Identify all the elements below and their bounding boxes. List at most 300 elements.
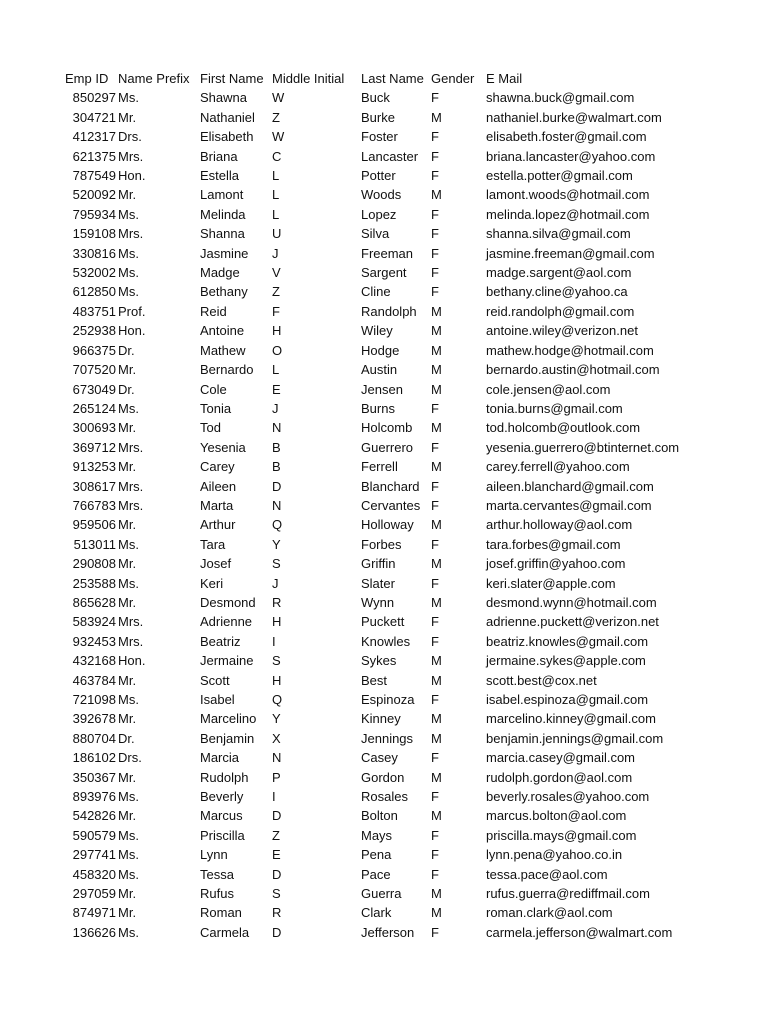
cell-middle-initial: H xyxy=(272,672,282,688)
cell-emp-id: 721098 xyxy=(72,692,116,707)
cell-email: carmela.jefferson@walmart.com xyxy=(486,924,673,940)
table-row xyxy=(0,185,768,204)
table-row xyxy=(0,263,768,282)
cell-name-prefix: Ms. xyxy=(118,400,139,416)
cell-email: scott.best@cox.net xyxy=(486,672,597,688)
cell-middle-initial: Z xyxy=(272,827,280,843)
cell-first-name: Desmond xyxy=(200,594,256,610)
cell-gender: M xyxy=(431,303,442,319)
table-row xyxy=(0,380,768,399)
cell-last-name: Randolph xyxy=(361,303,417,319)
cell-gender: F xyxy=(431,478,439,494)
cell-middle-initial: H xyxy=(272,323,282,339)
cell-middle-initial: W xyxy=(272,129,285,145)
cell-first-name: Madge xyxy=(200,265,240,281)
cell-first-name: Lamont xyxy=(200,187,244,203)
cell-name-prefix: Mr. xyxy=(118,672,137,688)
cell-last-name: Silva xyxy=(361,226,390,242)
cell-email: jasmine.freeman@gmail.com xyxy=(486,245,655,261)
table-row xyxy=(0,399,768,418)
cell-middle-initial: Z xyxy=(272,284,280,300)
cell-gender: M xyxy=(431,517,442,533)
cell-middle-initial: L xyxy=(272,206,280,222)
header-email: E Mail xyxy=(486,71,523,86)
table-row xyxy=(0,884,768,903)
cell-name-prefix: Mr. xyxy=(118,886,137,902)
cell-first-name: Tara xyxy=(200,536,226,552)
cell-gender: M xyxy=(431,342,442,358)
cell-name-prefix: Mrs. xyxy=(118,439,144,455)
cell-name-prefix: Mr. xyxy=(118,711,137,727)
cell-emp-id: 590579 xyxy=(72,827,116,843)
cell-name-prefix: Ms. xyxy=(118,827,139,843)
cell-emp-id: 542826 xyxy=(72,808,116,824)
cell-gender: M xyxy=(431,187,442,203)
cell-gender: F xyxy=(431,827,439,843)
cell-last-name: Cervantes xyxy=(361,497,421,513)
cell-gender: F xyxy=(431,245,439,261)
cell-first-name: Beatriz xyxy=(200,633,241,649)
cell-last-name: Buck xyxy=(361,90,390,106)
cell-name-prefix: Ms. xyxy=(118,206,139,222)
table-row xyxy=(0,574,768,593)
cell-email: lynn.pena@yahoo.co.in xyxy=(486,847,623,863)
cell-first-name: Roman xyxy=(200,905,242,921)
cell-middle-initial: L xyxy=(272,187,280,203)
header-first-name: First Name xyxy=(200,71,264,86)
cell-last-name: Pena xyxy=(361,847,392,863)
table-row xyxy=(0,671,768,690)
cell-middle-initial: H xyxy=(272,614,282,630)
cell-last-name: Knowles xyxy=(361,633,411,649)
cell-first-name: Bethany xyxy=(200,284,248,300)
table-row xyxy=(0,321,768,340)
cell-email: tara.forbes@gmail.com xyxy=(486,536,621,552)
cell-last-name: Wiley xyxy=(361,323,393,339)
cell-first-name: Carmela xyxy=(200,924,250,940)
cell-gender: M xyxy=(431,905,442,921)
cell-first-name: Marcelino xyxy=(200,711,257,727)
cell-emp-id: 513011 xyxy=(73,536,116,552)
cell-name-prefix: Ms. xyxy=(118,789,139,805)
cell-email: yesenia.guerrero@btinternet.com xyxy=(486,439,680,455)
employee-table xyxy=(0,69,768,942)
cell-emp-id: 412317 xyxy=(72,129,116,145)
cell-emp-id: 959506 xyxy=(72,517,116,533)
cell-gender: F xyxy=(431,789,439,805)
cell-name-prefix: Ms. xyxy=(118,924,139,940)
table-row xyxy=(0,709,768,728)
cell-first-name: Scott xyxy=(200,672,230,688)
cell-gender: F xyxy=(431,497,439,513)
cell-first-name: Josef xyxy=(200,556,232,572)
cell-email: marcus.bolton@aol.com xyxy=(486,808,627,824)
cell-email: cole.jensen@aol.com xyxy=(486,381,611,397)
cell-last-name: Ferrell xyxy=(361,459,398,475)
cell-first-name: Yesenia xyxy=(200,439,246,455)
cell-last-name: Freeman xyxy=(361,245,414,261)
cell-name-prefix: Ms. xyxy=(118,575,139,591)
cell-emp-id: 795934 xyxy=(72,206,116,222)
table-row xyxy=(0,438,768,457)
cell-first-name: Mathew xyxy=(200,342,246,358)
cell-email: nathaniel.burke@walmart.com xyxy=(486,109,662,125)
cell-name-prefix: Ms. xyxy=(118,847,139,863)
cell-emp-id: 186102 xyxy=(72,750,116,766)
cell-last-name: Austin xyxy=(361,362,398,378)
cell-emp-id: 300693 xyxy=(72,420,116,436)
table-row xyxy=(0,224,768,243)
cell-middle-initial: Q xyxy=(272,517,283,533)
cell-emp-id: 432168 xyxy=(72,653,116,669)
table-row xyxy=(0,127,768,146)
cell-emp-id: 136626 xyxy=(72,924,116,940)
cell-email: desmond.wynn@hotmail.com xyxy=(486,594,657,610)
table-row xyxy=(0,748,768,767)
table-row xyxy=(0,826,768,845)
cell-name-prefix: Drs. xyxy=(118,750,142,766)
cell-middle-initial: C xyxy=(272,148,282,164)
cell-gender: F xyxy=(431,866,439,882)
cell-email: bethany.cline@yahoo.ca xyxy=(486,284,628,300)
cell-middle-initial: Y xyxy=(272,711,281,727)
cell-gender: F xyxy=(431,284,439,300)
cell-emp-id: 865628 xyxy=(72,594,116,610)
cell-middle-initial: N xyxy=(272,497,282,513)
cell-middle-initial: N xyxy=(272,750,282,766)
cell-gender: M xyxy=(431,459,442,475)
cell-name-prefix: Mr. xyxy=(118,109,137,125)
cell-emp-id: 304721 xyxy=(72,109,116,125)
cell-emp-id: 520092 xyxy=(72,187,116,203)
cell-name-prefix: Hon. xyxy=(118,168,146,184)
cell-first-name: Tonia xyxy=(200,400,232,416)
table-row xyxy=(0,865,768,884)
cell-first-name: Marcus xyxy=(200,808,243,824)
table-row xyxy=(0,244,768,263)
table-row xyxy=(0,768,768,787)
table-row xyxy=(0,88,768,107)
cell-last-name: Pace xyxy=(361,866,391,882)
cell-last-name: Bolton xyxy=(361,808,398,824)
cell-first-name: Antoine xyxy=(200,323,245,339)
header-gender: Gender xyxy=(431,71,475,86)
cell-name-prefix: Mrs. xyxy=(118,226,144,242)
cell-name-prefix: Prof. xyxy=(118,303,146,319)
cell-middle-initial: D xyxy=(272,924,282,940)
cell-middle-initial: J xyxy=(272,400,279,416)
cell-email: beverly.rosales@yahoo.com xyxy=(486,789,650,805)
cell-email: rufus.guerra@rediffmail.com xyxy=(486,886,650,902)
cell-first-name: Isabel xyxy=(200,692,235,707)
cell-gender: M xyxy=(431,808,442,824)
header-emp-id: Emp ID xyxy=(65,71,109,86)
cell-name-prefix: Ms. xyxy=(118,866,139,882)
cell-middle-initial: F xyxy=(272,303,280,319)
cell-middle-initial: Y xyxy=(272,536,281,552)
cell-last-name: Kinney xyxy=(361,711,401,727)
cell-first-name: Jermaine xyxy=(200,653,254,669)
cell-name-prefix: Mrs. xyxy=(118,148,144,164)
cell-last-name: Jennings xyxy=(361,730,414,746)
table-row xyxy=(0,612,768,631)
table-row xyxy=(0,282,768,301)
cell-gender: M xyxy=(431,109,442,125)
cell-email: carey.ferrell@yahoo.com xyxy=(486,459,630,475)
cell-email: elisabeth.foster@gmail.com xyxy=(486,129,647,145)
table-row xyxy=(0,457,768,476)
cell-gender: F xyxy=(431,633,439,649)
cell-last-name: Guerrero xyxy=(361,439,414,455)
cell-emp-id: 252938 xyxy=(72,323,116,339)
cell-gender: M xyxy=(431,556,442,572)
cell-middle-initial: U xyxy=(272,226,282,242)
cell-last-name: Sargent xyxy=(361,265,407,281)
table-row xyxy=(0,690,768,709)
cell-gender: F xyxy=(431,575,439,591)
cell-gender: F xyxy=(431,265,439,281)
cell-last-name: Rosales xyxy=(361,789,408,805)
cell-last-name: Wynn xyxy=(361,594,395,610)
cell-first-name: Lynn xyxy=(200,847,228,863)
cell-gender: M xyxy=(431,730,442,746)
cell-name-prefix: Mrs. xyxy=(118,478,144,494)
cell-name-prefix: Drs. xyxy=(118,129,142,145)
cell-middle-initial: S xyxy=(272,556,281,572)
cell-email: tonia.burns@gmail.com xyxy=(486,400,623,416)
table-row xyxy=(0,535,768,554)
cell-name-prefix: Ms. xyxy=(118,245,139,261)
cell-last-name: Griffin xyxy=(361,556,396,572)
cell-middle-initial: S xyxy=(272,653,281,669)
cell-first-name: Nathaniel xyxy=(200,109,255,125)
cell-email: estella.potter@gmail.com xyxy=(486,168,633,184)
cell-last-name: Best xyxy=(361,672,388,688)
cell-first-name: Bernardo xyxy=(200,362,254,378)
cell-middle-initial: J xyxy=(272,575,279,591)
cell-gender: F xyxy=(431,148,439,164)
cell-last-name: Burns xyxy=(361,400,395,416)
header-last-name: Last Name xyxy=(361,71,424,86)
cell-gender: F xyxy=(431,206,439,222)
cell-gender: M xyxy=(431,711,442,727)
cell-middle-initial: J xyxy=(272,245,279,261)
cell-name-prefix: Mr. xyxy=(118,362,137,378)
table-row xyxy=(0,302,768,321)
cell-email: josef.griffin@yahoo.com xyxy=(486,556,626,572)
cell-middle-initial: S xyxy=(272,886,281,902)
cell-name-prefix: Mr. xyxy=(118,517,137,533)
cell-name-prefix: Hon. xyxy=(118,323,146,339)
table-row xyxy=(0,108,768,127)
cell-emp-id: 766783 xyxy=(72,497,116,513)
cell-middle-initial: I xyxy=(272,633,276,649)
cell-emp-id: 787549 xyxy=(72,168,116,184)
cell-emp-id: 483751 xyxy=(72,303,116,319)
cell-middle-initial: L xyxy=(272,168,280,184)
cell-name-prefix: Mrs. xyxy=(118,633,144,649)
cell-first-name: Briana xyxy=(200,148,238,164)
cell-emp-id: 707520 xyxy=(72,362,116,378)
cell-email: marcelino.kinney@gmail.com xyxy=(486,711,656,727)
cell-emp-id: 159108 xyxy=(72,226,116,242)
cell-last-name: Forbes xyxy=(361,536,402,552)
cell-gender: M xyxy=(431,594,442,610)
cell-last-name: Casey xyxy=(361,750,398,766)
cell-email: shanna.silva@gmail.com xyxy=(486,226,631,242)
cell-gender: M xyxy=(431,769,442,785)
cell-middle-initial: N xyxy=(272,420,282,436)
cell-last-name: Lancaster xyxy=(361,148,419,164)
cell-gender: F xyxy=(431,614,439,630)
cell-gender: M xyxy=(431,362,442,378)
cell-middle-initial: R xyxy=(272,594,282,610)
table-row xyxy=(0,205,768,224)
cell-last-name: Holloway xyxy=(361,517,414,533)
cell-last-name: Woods xyxy=(361,187,402,203)
cell-emp-id: 583924 xyxy=(72,614,116,630)
cell-emp-id: 621375 xyxy=(72,148,116,164)
cell-email: mathew.hodge@hotmail.com xyxy=(486,342,654,358)
table-row xyxy=(0,147,768,166)
cell-email: marta.cervantes@gmail.com xyxy=(486,497,652,513)
cell-email: keri.slater@apple.com xyxy=(486,575,616,591)
cell-name-prefix: Mr. xyxy=(118,556,137,572)
cell-email: tessa.pace@aol.com xyxy=(486,866,608,882)
table-row xyxy=(0,632,768,651)
cell-first-name: Jasmine xyxy=(200,245,249,261)
table-row xyxy=(0,923,768,942)
cell-middle-initial: B xyxy=(272,439,281,455)
cell-middle-initial: Q xyxy=(272,692,283,707)
cell-last-name: Cline xyxy=(361,284,391,300)
table-row xyxy=(0,360,768,379)
cell-last-name: Sykes xyxy=(361,653,397,669)
cell-first-name: Rudolph xyxy=(200,769,249,785)
cell-first-name: Priscilla xyxy=(200,827,245,843)
cell-gender: F xyxy=(431,847,439,863)
cell-name-prefix: Mr. xyxy=(118,769,137,785)
cell-first-name: Elisabeth xyxy=(200,129,254,145)
table-row xyxy=(0,477,768,496)
cell-middle-initial: E xyxy=(272,381,281,397)
cell-email: rudolph.gordon@aol.com xyxy=(486,769,633,785)
cell-email: melinda.lopez@hotmail.com xyxy=(486,206,650,222)
table-row xyxy=(0,515,768,534)
cell-gender: F xyxy=(431,439,439,455)
cell-email: tod.holcomb@outlook.com xyxy=(486,420,641,436)
cell-emp-id: 880704 xyxy=(72,730,116,746)
cell-emp-id: 932453 xyxy=(72,633,116,649)
cell-first-name: Adrienne xyxy=(200,614,253,630)
cell-gender: M xyxy=(431,420,442,436)
cell-first-name: Carey xyxy=(200,459,235,475)
cell-gender: F xyxy=(431,750,439,766)
cell-emp-id: 297059 xyxy=(72,886,116,902)
cell-email: lamont.woods@hotmail.com xyxy=(486,187,650,203)
table-row xyxy=(0,166,768,185)
table-row xyxy=(0,593,768,612)
table-row xyxy=(0,418,768,437)
cell-first-name: Aileen xyxy=(200,478,237,494)
cell-first-name: Tessa xyxy=(200,866,234,882)
cell-gender: M xyxy=(431,381,442,397)
table-header-row xyxy=(0,69,768,88)
cell-emp-id: 308617 xyxy=(72,478,116,494)
cell-email: roman.clark@aol.com xyxy=(486,905,613,921)
cell-middle-initial: D xyxy=(272,478,282,494)
cell-email: beatriz.knowles@gmail.com xyxy=(486,633,649,649)
cell-last-name: Slater xyxy=(361,575,395,591)
cell-last-name: Lopez xyxy=(361,206,397,222)
table-row xyxy=(0,341,768,360)
cell-first-name: Estella xyxy=(200,168,240,184)
cell-middle-initial: X xyxy=(272,730,281,746)
cell-first-name: Beverly xyxy=(200,789,244,805)
cell-name-prefix: Dr. xyxy=(118,381,135,397)
cell-last-name: Hodge xyxy=(361,342,400,358)
cell-name-prefix: Mr. xyxy=(118,594,137,610)
cell-name-prefix: Mr. xyxy=(118,459,137,475)
cell-middle-initial: E xyxy=(272,847,281,863)
cell-gender: F xyxy=(431,924,439,940)
cell-email: benjamin.jennings@gmail.com xyxy=(486,730,664,746)
cell-gender: F xyxy=(431,692,439,707)
cell-first-name: Marta xyxy=(200,497,234,513)
cell-last-name: Jefferson xyxy=(361,924,415,940)
cell-name-prefix: Ms. xyxy=(118,90,139,106)
cell-emp-id: 330816 xyxy=(72,245,116,261)
cell-first-name: Cole xyxy=(200,381,227,397)
table-row xyxy=(0,729,768,748)
cell-gender: M xyxy=(431,653,442,669)
cell-emp-id: 350367 xyxy=(72,769,116,785)
cell-emp-id: 297741 xyxy=(72,847,116,863)
cell-middle-initial: R xyxy=(272,905,282,921)
cell-last-name: Mays xyxy=(361,827,393,843)
cell-last-name: Blanchard xyxy=(361,478,420,494)
cell-last-name: Clark xyxy=(361,905,392,921)
cell-last-name: Gordon xyxy=(361,769,405,785)
table-body xyxy=(0,88,768,942)
cell-emp-id: 850297 xyxy=(72,90,116,106)
cell-emp-id: 893976 xyxy=(72,789,116,805)
cell-middle-initial: P xyxy=(272,769,281,785)
cell-gender: M xyxy=(431,672,442,688)
cell-last-name: Foster xyxy=(361,129,398,145)
table-row xyxy=(0,845,768,864)
table-row xyxy=(0,651,768,670)
cell-gender: F xyxy=(431,226,439,242)
cell-middle-initial: V xyxy=(272,265,281,281)
cell-gender: F xyxy=(431,168,439,184)
cell-emp-id: 532002 xyxy=(72,265,116,281)
table-row xyxy=(0,903,768,922)
cell-last-name: Guerra xyxy=(361,886,402,902)
cell-first-name: Shawna xyxy=(200,90,247,106)
cell-email: antoine.wiley@verizon.net xyxy=(486,323,638,339)
cell-email: isabel.espinoza@gmail.com xyxy=(486,692,649,707)
cell-email: shawna.buck@gmail.com xyxy=(486,90,635,106)
cell-first-name: Arthur xyxy=(200,517,236,533)
cell-emp-id: 913253 xyxy=(72,459,116,475)
cell-first-name: Reid xyxy=(200,303,227,319)
cell-middle-initial: D xyxy=(272,866,282,882)
cell-first-name: Keri xyxy=(200,575,224,591)
cell-emp-id: 392678 xyxy=(72,711,116,727)
cell-gender: F xyxy=(431,129,439,145)
cell-name-prefix: Ms. xyxy=(118,536,139,552)
